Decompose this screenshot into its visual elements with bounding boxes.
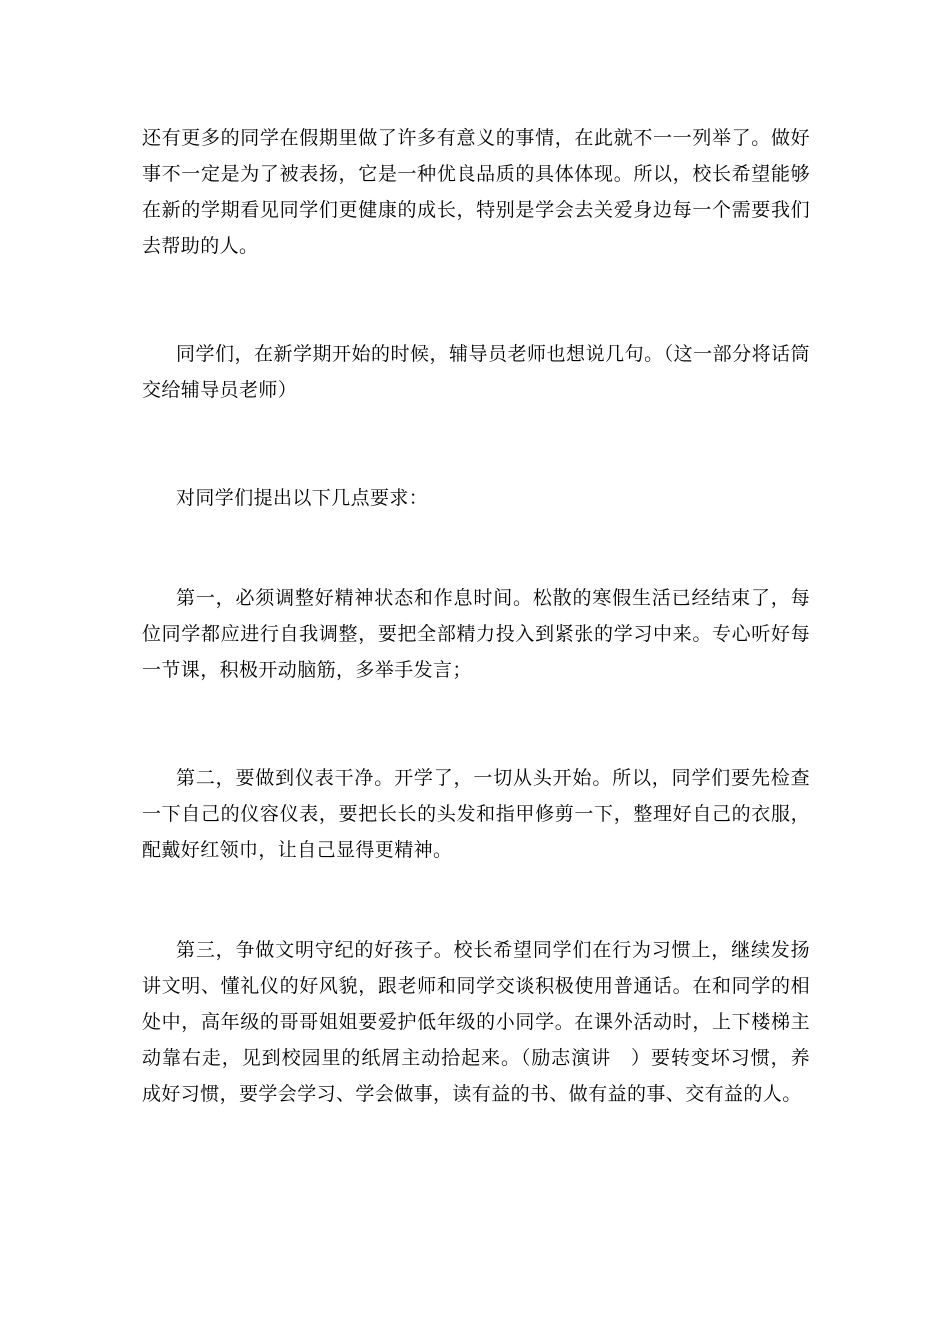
paragraph-requirement-first: 第一，必须调整好精神状态和作息时间。松散的寒假生活已经结束了，每位同学都应进行自我调整，要把全部精力投入到紧张的学习中来。专心听好每一节课，积极开动脑筋，多举手发言； [142,587,810,681]
paragraph-requirement-third: 第三，争做文明守纪的好孩子。校长希望同学们在行为习惯上，继续发扬讲文明、懂礼仪的好风貌，跟老师和同学交谈积极使用普通话。在和同学的相处中，高年级的哥哥姐姐要爱护低年级的小同学。在课外活动时，上下楼梯主动靠右走，见到校园里的纸屑主动拾起来。（励志演讲 ）要转变坏习惯，养成好习惯，要学会学习、学会做事，读有益的书、做有益的事、交有益的人。 [142,939,810,1105]
paragraph-continuation: 还有更多的同学在假期里做了许多有意义的事情，在此就不一一列举了。做好事不一定是为了被表扬，它是一种优良品质的具体体现。所以，校长希望能够在新的学期看见同学们更健康的成长，特别是学会去关爱身边每一个需要我们去帮助的人。 [142,127,810,257]
paragraph-requirements-intro: 对同学们提出以下几点要求： [176,487,429,509]
paragraph-counselor-intro: 同学们，在新学期开始的时候，辅导员老师也想说几句。（这一部分将话筒交给辅导员老师） [142,343,810,401]
paragraph-requirement-second: 第二，要做到仪表干净。开学了，一切从头开始。所以，同学们要先检查一下自己的仪容仪表，要把长长的头发和指甲修剪一下，整理好自己的衣服，配戴好红领巾，让自己显得更精神。 [142,767,810,861]
